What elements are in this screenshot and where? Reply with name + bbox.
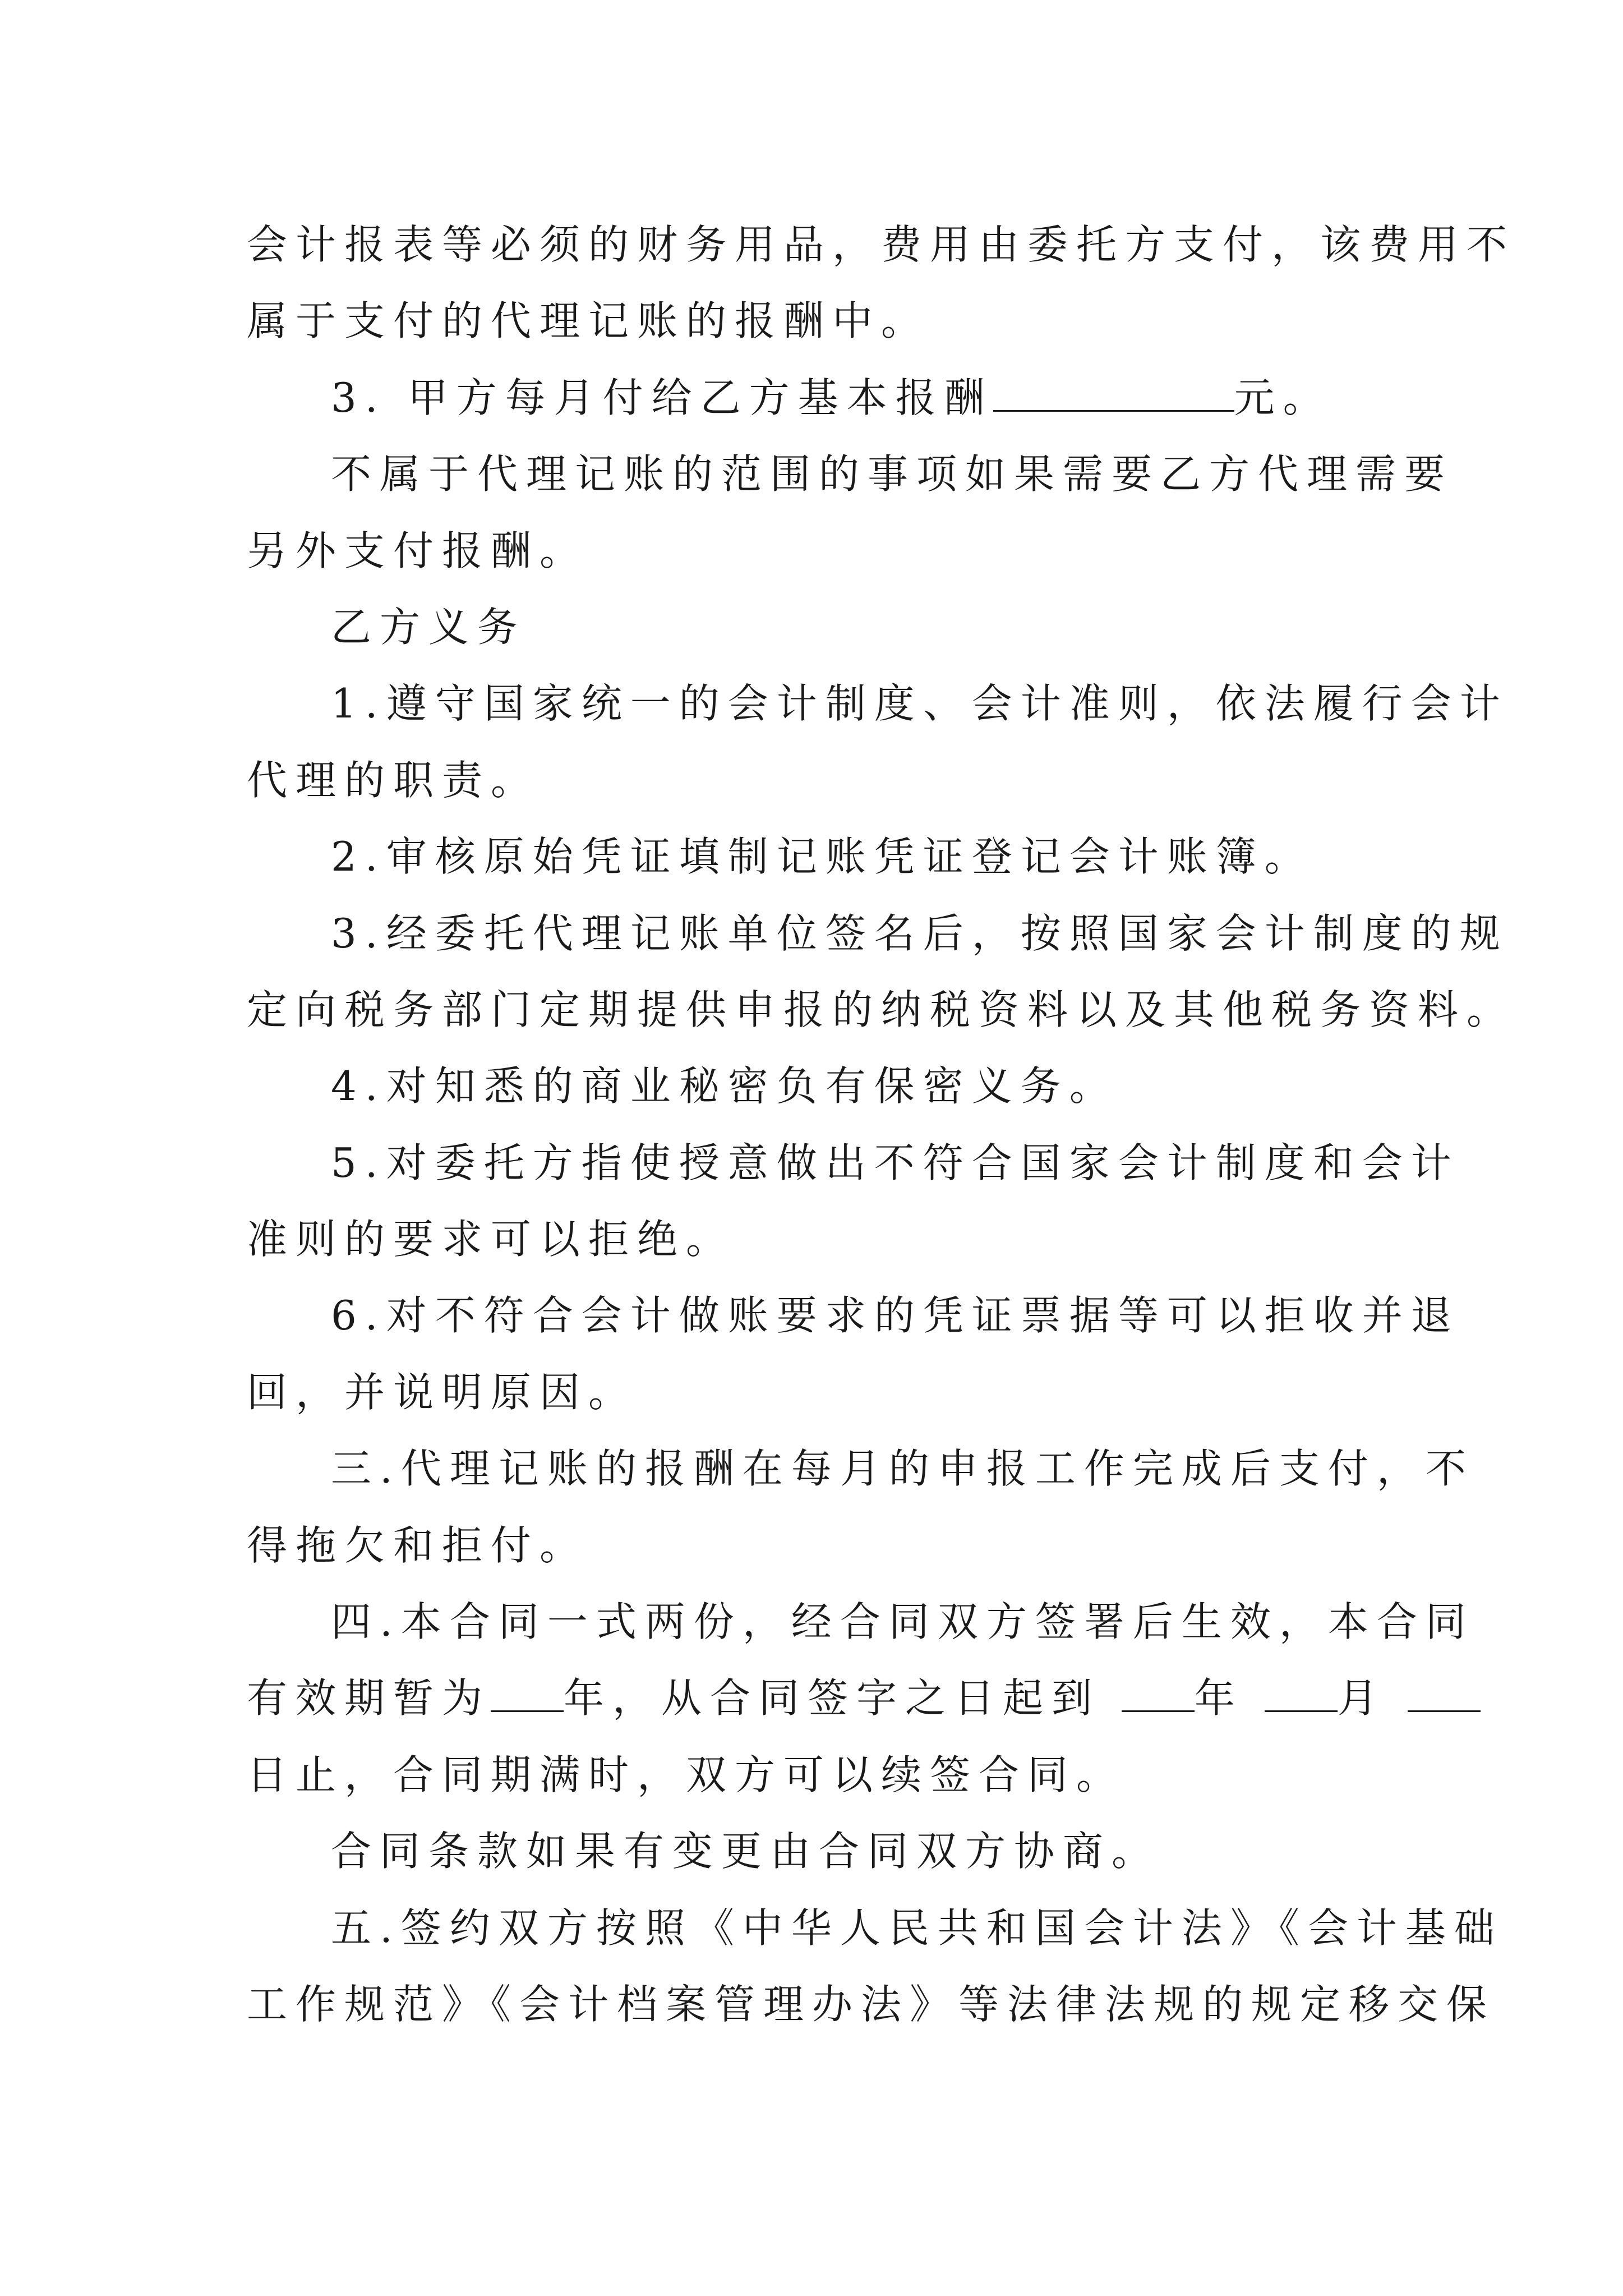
text-line: 回，并说明原因。 — [247, 1368, 638, 1416]
text-line: 1.遵守国家统一的会计制度、会计准则，依法履行会计 — [331, 680, 1509, 728]
text-line: 定向税务部门定期提供申报的纳税资料以及其他税务资料。 — [247, 986, 1516, 1033]
text-line: 得拖欠和拒付。 — [247, 1521, 589, 1569]
fee-line — [247, 360, 1391, 436]
text-line: 会计报表等必须的财务用品，费用由委托方支付，该费用不 — [247, 221, 1516, 268]
end-month-blank — [1265, 1677, 1338, 1712]
text-line: 代理的职责。 — [247, 756, 540, 804]
fee-line-suffix: 元。 — [1234, 374, 1332, 421]
fee-blank — [993, 376, 1234, 412]
text-line: 五.签约双方按照《中华人民共和国会计法》《会计基础 — [331, 1904, 1503, 1952]
text-line: 准则的要求可以拒绝。 — [247, 1216, 735, 1263]
document-body — [247, 206, 1516, 2042]
text-line: 2.审核原始凭证填制记账凭证登记会计账簿。 — [331, 833, 1313, 881]
text-line: 属于支付的代理记账的报酬中。 — [247, 297, 930, 345]
text-line: 6.对不符合会计做账要求的凭证票据等可以拒收并退 — [331, 1292, 1460, 1340]
end-day-blank — [1408, 1677, 1481, 1712]
text-line: 合同条款如果有变更由合同双方协商。 — [331, 1828, 1161, 1875]
term-line-part1: 有效期暂为 — [247, 1674, 491, 1722]
text-line: 三.代理记账的报酬在每月的申报工作完成后支付，不 — [331, 1445, 1474, 1493]
text-line: 另外支付报酬。 — [247, 527, 589, 574]
section-heading: 乙方义务 — [331, 603, 527, 651]
term-line-part3: 年 — [1194, 1674, 1265, 1722]
text-line: 不属于代理记账的范围的事项如果需要乙方代理需要 — [331, 450, 1454, 498]
term-line-part2: 年，从合同签字之日起到 — [564, 1674, 1122, 1722]
end-year-blank — [1122, 1677, 1195, 1712]
text-line: 日止，合同期满时，双方可以续签合同。 — [247, 1751, 1126, 1798]
text-line: 工作规范》《会计档案管理办法》等法律法规的规定移交保 — [247, 1980, 1496, 2028]
term-years-blank — [491, 1677, 564, 1712]
text-line: 5.对委托方指使授意做出不符合国家会计制度和会计 — [331, 1139, 1460, 1186]
fee-line-prefix: 3. 甲方每月付给乙方基本报酬 — [331, 374, 993, 421]
text-line: 4.对知悉的商业秘密负有保密义务。 — [331, 1062, 1118, 1110]
text-line: 3.经委托代理记账单位签名后，按照国家会计制度的规 — [331, 909, 1509, 957]
term-line-part4: 月 — [1337, 1674, 1408, 1722]
term-line — [247, 1660, 1408, 1736]
text-line: 四.本合同一式两份，经合同双方签署后生效，本合同 — [331, 1598, 1474, 1646]
